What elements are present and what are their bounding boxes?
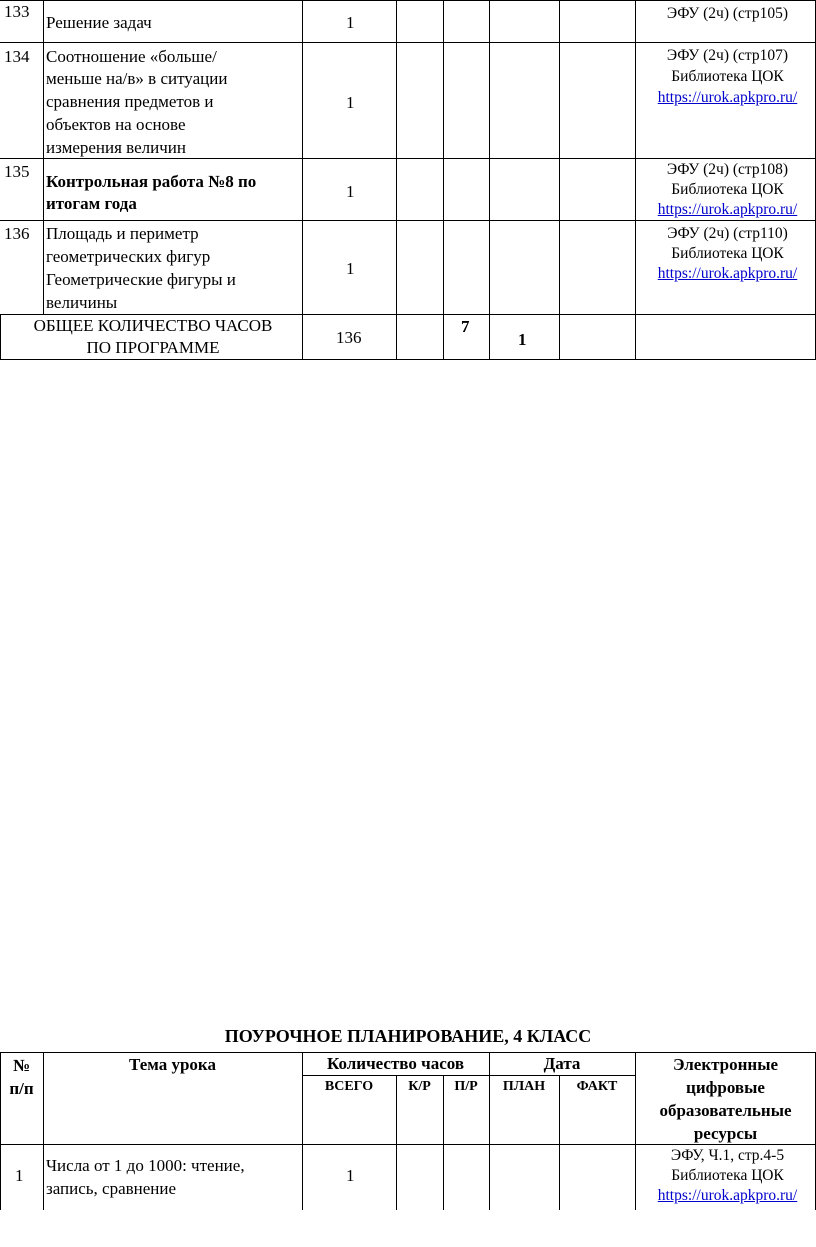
resource-link[interactable]: https://urok.apkpro.ru/ [657,1187,798,1204]
lesson-topic: величины [46,293,118,312]
lesson-topic: Соотношение «больше/ [46,47,217,66]
resource-text: Библиотека ЦОК [671,68,784,85]
lesson-topic: Решение задач [46,13,152,32]
resource-text: ЭФУ (2ч) (стр108) [666,161,789,178]
total-kr: 7 [461,317,470,336]
resource-text: ЭФУ (2ч) (стр107) [666,47,789,64]
header-date: Дата [543,1054,581,1073]
lesson-topic: Числа от 1 до 1000: чтение, [46,1156,245,1175]
header-resources: цифровые [686,1078,765,1097]
total-label: ПО ПРОГРАММЕ [86,338,220,357]
resource-link[interactable] [640,1186,815,1206]
header-plan: ПЛАН [502,1079,546,1094]
lesson-topic: меньше на/в» в ситуации [46,69,228,88]
header-hours: Количество часов [326,1054,465,1073]
total-label: ОБЩЕЕ КОЛИЧЕСТВО ЧАСОВ [33,316,273,335]
header-pr: П/Р [454,1079,478,1094]
lesson-topic: объектов на основе [46,115,186,134]
lesson-topic: Геометрические фигуры и [46,270,236,289]
resource-link[interactable] [640,88,815,108]
lesson-topic: измерения величин [46,138,186,157]
header-resources: ресурсы [693,1124,758,1143]
lesson-topic: Площадь и периметр [46,224,199,243]
header-resources: образовательные [659,1101,792,1120]
resource-link[interactable]: https://urok.apkpro.ru/ [657,265,798,282]
lesson-topic: сравнения предметов и [46,92,214,111]
resource-text: ЭФУ, Ч.1, стр.4-5 [670,1147,785,1164]
resource-link[interactable] [640,264,815,284]
lesson-topic: итогам года [46,194,137,213]
resource-link[interactable] [640,200,815,220]
resource-link[interactable]: https://urok.apkpro.ru/ [657,89,798,106]
row-number: 136 [4,224,30,243]
header-topic: Тема урока [129,1055,216,1074]
resource-text: ЭФУ (2ч) (стр105) [666,5,789,22]
resource-text: ЭФУ (2ч) (стр110) [667,225,788,242]
hours-total: 1 [346,259,355,278]
resource-text: Библиотека ЦОК [671,245,784,262]
header-total: ВСЕГО [324,1079,374,1094]
header-fact: ФАКТ [576,1079,618,1094]
resource-text: Библиотека ЦОК [671,1167,784,1184]
lesson-topic: геометрических фигур [46,247,211,266]
total-hours: 136 [336,328,362,347]
hours-total: 1 [346,93,355,112]
header-kr: К/Р [408,1079,431,1094]
lesson-topic: Контрольная работа №8 по [46,172,257,191]
lesson-topic: запись, сравнение [46,1179,177,1198]
section-title: ПОУРОЧНОЕ ПЛАНИРОВАНИЕ, 4 КЛАСС [224,1026,592,1046]
resource-text: Библиотека ЦОК [671,181,784,198]
total-pr: 1 [518,330,527,349]
row-number: 134 [4,47,30,66]
row-number: 133 [4,2,30,21]
row-number: 135 [4,162,30,181]
hours-total: 1 [346,13,355,32]
header-resources: Электронные [672,1055,779,1074]
resource-link[interactable]: https://urok.apkpro.ru/ [657,201,798,218]
hours-total: 1 [346,1166,355,1185]
row-number: 1 [15,1166,24,1185]
header-num: п/п [9,1079,34,1098]
header-num: № [12,1056,31,1075]
hours-total: 1 [346,182,355,201]
